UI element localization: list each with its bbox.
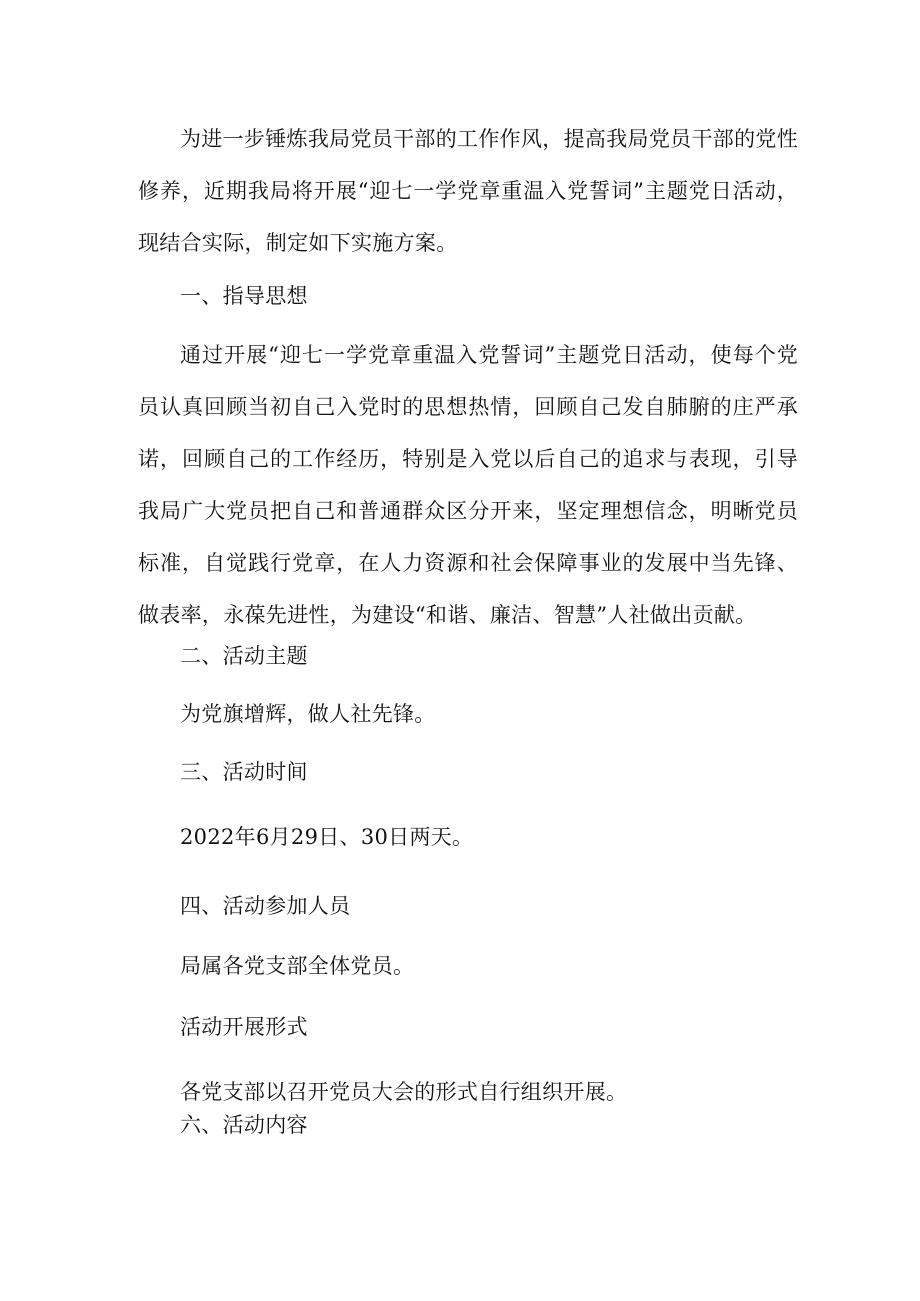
section1-paragraph: 通过开展“迎七一学党章重温入党誓词”主题党日活动，使每个党员认真回顾当初自己入党时的思想热情，回顾自己发自肺腑的庄严承诺，回顾自己的工作经历，特别是入党以后自己的追求与表现，引导我局广大党员把自己和普通群众区分开来，坚定理想信念，明晰党员标准，自觉践行党章，在人力资源和社会保障事业的发展中当先锋、做表率，永葆先进性，为建设“和谐、廉洁、智慧”人社做出贡献。 [138, 343, 798, 627]
section3-heading: 三、活动时间 [180, 760, 308, 784]
section2-paragraph: 为党旗增辉，做人社先锋。 [180, 702, 436, 726]
section2-heading: 二、活动主题 [180, 644, 308, 668]
section4-paragraph: 局属各党支部全体党员。 [180, 954, 415, 978]
intro-paragraph: 为进一步锤炼我局党员干部的工作作风，提高我局党员干部的党性修养，近期我局将开展“迎七一学党章重温入党誓词”主题党日活动，现结合实际，制定如下实施方案。 [138, 127, 798, 255]
section3-paragraph: 2022年6月29日、30日两天。 [180, 825, 474, 849]
section5-paragraph: 各党支部以召开党员大会的形式自行组织开展。 [180, 1080, 628, 1104]
section6-heading: 六、活动内容 [180, 1113, 308, 1137]
section5-heading: 活动开展形式 [180, 1015, 308, 1039]
section1-heading: 一、指导思想 [180, 284, 308, 308]
section4-heading: 四、活动参加人员 [180, 894, 351, 918]
